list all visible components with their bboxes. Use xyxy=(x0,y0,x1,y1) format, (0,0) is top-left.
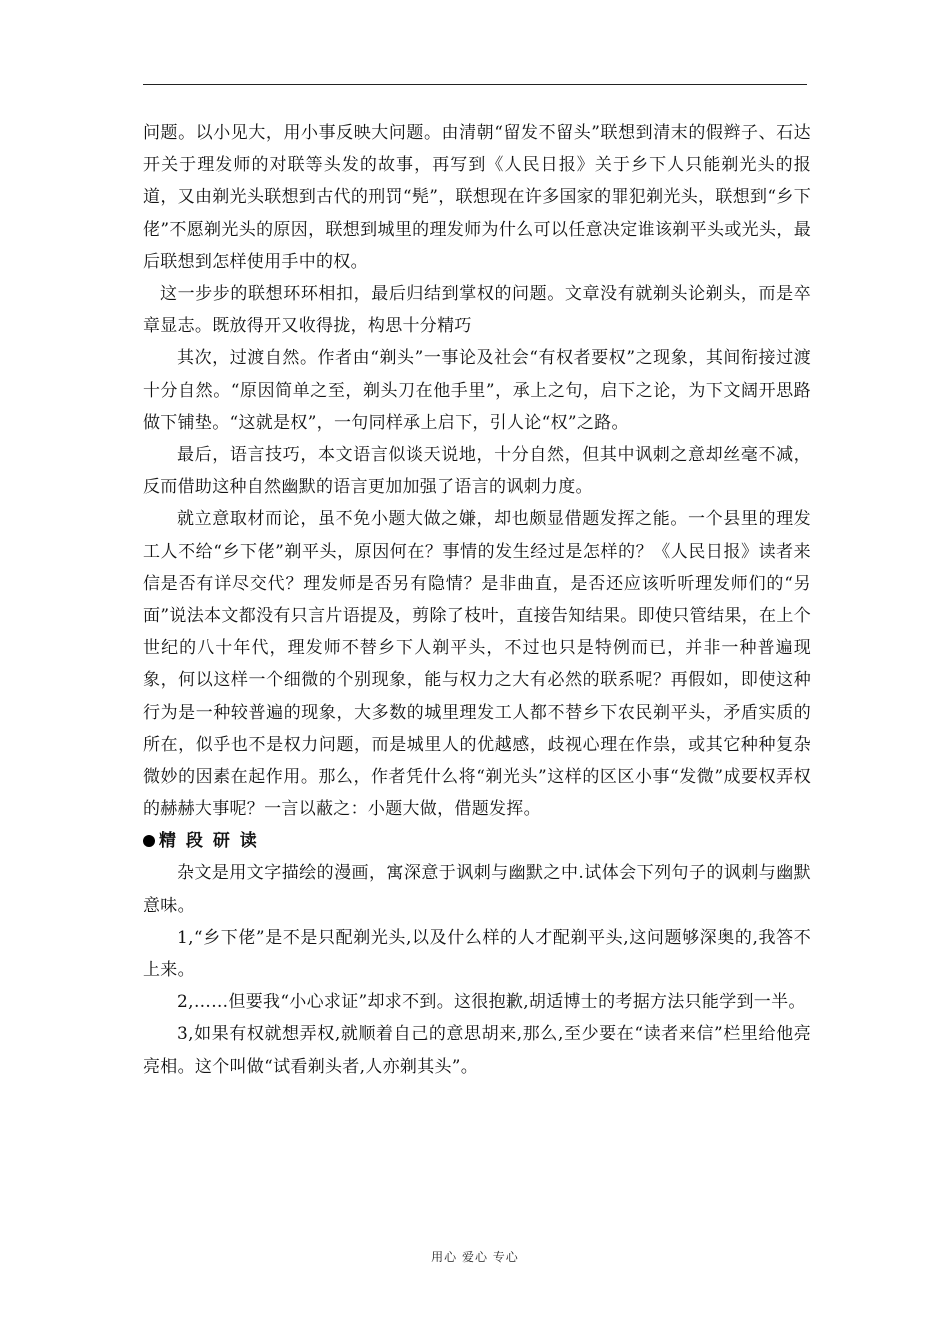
paragraph: 这一步步的联想环环相扣，最后归结到掌权的问题。文章没有就剃头论剃头，而是卒章显志。既放得开又收得拢，构思十分精巧 xyxy=(143,284,811,337)
section-heading xyxy=(143,825,811,857)
paragraph: 问题。以小见大，用小事反映大问题。由清朝“留发不留头”联想到清末的假辫子、石达开关于理发师的对联等头发的故事，再写到《人民日报》关于乡下人只能剃光头的报道，又由剃光头联想到古代的刑罚“髡”，联想现在许多国家的罪犯剃光头，联想到“乡下佬”不愿剃光头的原因，联想到城里的理发师为什么可以任意决定谁该剃平头或光头，最后联想到怎样使用手中的权。 xyxy=(143,123,811,272)
paragraph: 就立意取材而论，虽不免小题大做之嫌，却也颇显借题发挥之能。一个县里的理发工人不给“乡下佬”剃平头，原因何在？事情的发生经过是怎样的？《人民日报》读者来信是否有详尽交代？理发师是否另有隐情？是非曲直，是否还应该听听理发师们的“另面”说法本文都没有只言片语提及，剪除了枝叶，直接告知结果。即使只管结果，在上个世纪的八十年代，理发师不替乡下人剃平头，不过也只是特例而已，并非一种普遍现象，何以这样一个细微的个别现象，能与权力之大有必然的联系呢？再假如，即使这种行为是一种较普遍的现象，大多数的城里理发工人都不替乡下农民剃平头，矛盾实质的所在，似乎也不是权力问题，而是城里人的优越感，歧视心理在作祟，或其它种种复杂微妙的因素在起作用。那么，作者凭什么将“剃光头”这样的区区小事“发微”成要权弄权的赫赫大事呢？一言以蔽之：小题大做，借题发挥。 xyxy=(143,509,811,820)
paragraph: 杂文是用文字描绘的漫画，寓深意于讽刺与幽默之中.试体会下列句子的讽刺与幽默意味。 xyxy=(143,863,811,916)
bullet-icon xyxy=(143,835,155,847)
section-heading-text: 精 段 研 读 xyxy=(159,831,259,852)
paragraph: 3,如果有权就想弄权,就顺着自己的意思胡来,那么,至少要在“读者来信”栏里给他亮亮相。这个叫做“试看剃头者,人亦剃其头”。 xyxy=(143,1024,811,1077)
document-body xyxy=(143,117,811,1083)
paragraph: 其次，过渡自然。作者由“剃头”一事论及社会“有权者要权”之现象，其间衔接过渡十分自然。“原因简单之至，剃头刀在他手里”，承上之句，启下之论，为下文阔开思路做下铺垫。“这就是权”，一句同样承上启下，引人论“权”之路。 xyxy=(143,348,811,433)
paragraph: 最后，语言技巧，本文语言似谈天说地，十分自然，但其中讽刺之意却丝毫不减，反而借助这种自然幽默的语言更加加强了语言的讽刺力度。 xyxy=(143,445,811,498)
paragraph: 2,……但要我“小心求证”却求不到。这很抱歉,胡适博士的考据方法只能学到一半。 xyxy=(177,992,806,1013)
header-rule xyxy=(143,84,807,85)
page-footer: 用心 爱心 专心 xyxy=(431,1250,519,1264)
paragraph: 1,“乡下佬”是不是只配剃光头,以及什么样的人才配剃平头,这问题够深奥的,我答不上来。 xyxy=(143,927,811,981)
